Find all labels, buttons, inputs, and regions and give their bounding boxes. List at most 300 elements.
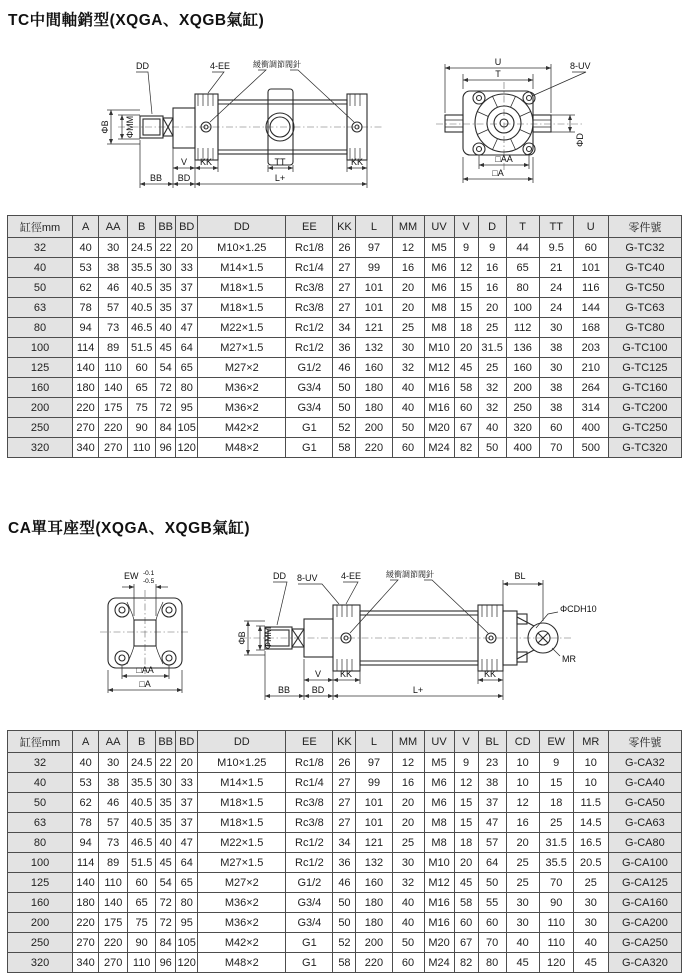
dimension-cell: 25 xyxy=(506,853,539,873)
dimension-cell: 75 xyxy=(128,398,156,418)
dimension-cell: 30 xyxy=(506,913,539,933)
dimension-cell: 112 xyxy=(506,318,539,338)
dimension-cell: 16 xyxy=(478,258,506,278)
dimension-cell: 64 xyxy=(176,853,198,873)
dimension-cell: M6 xyxy=(424,773,454,793)
dimension-cell: Rc3/8 xyxy=(286,793,333,813)
dim-label-sq-a: □A xyxy=(139,679,151,689)
bore-size-cell: 200 xyxy=(8,913,73,933)
dimension-cell: 40 xyxy=(156,833,176,853)
dimension-cell: 20 xyxy=(392,793,424,813)
bore-size-cell: 80 xyxy=(8,318,73,338)
bore-size-cell: 125 xyxy=(8,358,73,378)
dim-label-dd: DD xyxy=(136,61,149,71)
dimension-cell: 180 xyxy=(356,893,392,913)
dimension-cell: 72 xyxy=(156,398,176,418)
dimension-cell: 51.5 xyxy=(128,338,156,358)
dimension-cell: 120 xyxy=(176,953,198,973)
dimension-cell: 120 xyxy=(539,953,573,973)
column-header: DD xyxy=(198,731,286,753)
dimension-cell: 50 xyxy=(478,438,506,458)
dimension-cell: 40 xyxy=(392,378,424,398)
dimension-cell: 16 xyxy=(506,813,539,833)
dimension-cell: 50 xyxy=(392,418,424,438)
dimension-cell: 40 xyxy=(156,318,176,338)
column-header: A xyxy=(73,731,99,753)
dimension-cell: 52 xyxy=(333,933,356,953)
part-number-cell: G-CA200 xyxy=(608,913,681,933)
dimension-cell: 34 xyxy=(333,318,356,338)
dimension-cell: M27×2 xyxy=(198,358,286,378)
dimension-cell: 270 xyxy=(99,438,128,458)
column-header: L xyxy=(356,216,392,238)
table-row xyxy=(8,418,682,438)
dimension-cell: 35.5 xyxy=(539,853,573,873)
bore-size-cell: 32 xyxy=(8,238,73,258)
dimension-cell: 27 xyxy=(333,298,356,318)
dim-label-u: U xyxy=(494,57,502,67)
dimension-cell: 25 xyxy=(392,833,424,853)
column-header: D xyxy=(478,216,506,238)
dimension-cell: 23 xyxy=(478,753,506,773)
dimension-cell: 30 xyxy=(99,753,128,773)
dimension-cell: 99 xyxy=(356,773,392,793)
ca-drawings xyxy=(88,566,684,716)
dimension-cell: 45 xyxy=(506,953,539,973)
bore-size-cell: 63 xyxy=(8,813,73,833)
dimension-cell: Rc1/4 xyxy=(286,258,333,278)
dimension-cell: 15 xyxy=(454,298,478,318)
column-header: DD xyxy=(198,216,286,238)
dimension-cell: 51.5 xyxy=(128,853,156,873)
column-header: B xyxy=(128,731,156,753)
dimension-cell: 64 xyxy=(176,338,198,358)
dim-label-kk-left: KK xyxy=(339,669,353,679)
dimension-cell: 220 xyxy=(99,933,128,953)
dimension-cell: M36×2 xyxy=(198,378,286,398)
dimension-cell: 45 xyxy=(573,953,608,973)
dimension-cell: 9 xyxy=(454,238,478,258)
dimension-cell: 30 xyxy=(392,338,424,358)
dimension-cell: 15 xyxy=(539,773,573,793)
dimension-cell: 26 xyxy=(333,753,356,773)
dimension-cell: 144 xyxy=(573,298,608,318)
dimension-cell: 32 xyxy=(392,358,424,378)
dimension-cell: Rc1/2 xyxy=(286,318,333,338)
dimension-cell: 220 xyxy=(73,913,99,933)
dimension-cell: 60 xyxy=(128,358,156,378)
dimension-cell: 20 xyxy=(392,813,424,833)
column-header: EE xyxy=(286,731,333,753)
dimension-cell: 34 xyxy=(333,833,356,853)
dim-label-mr: MR xyxy=(562,654,576,664)
dimension-cell: M10 xyxy=(424,338,454,358)
dimension-cell: 27 xyxy=(333,258,356,278)
dimension-cell: 46 xyxy=(99,793,128,813)
table-row xyxy=(8,793,682,813)
dimension-cell: 94 xyxy=(73,833,99,853)
dimension-cell: 80 xyxy=(176,378,198,398)
table-header-row xyxy=(8,731,682,753)
dimension-cell: M42×2 xyxy=(198,418,286,438)
dimension-cell: 46.5 xyxy=(128,833,156,853)
dimension-cell: M10×1.25 xyxy=(198,753,286,773)
dimension-cell: 30 xyxy=(573,893,608,913)
dimension-cell: 180 xyxy=(356,378,392,398)
dimension-cell: 35 xyxy=(156,298,176,318)
dimension-cell: 57 xyxy=(99,813,128,833)
ca-end-view-drawing xyxy=(88,566,200,716)
dimension-cell: 340 xyxy=(73,438,99,458)
dimension-cell: M16 xyxy=(424,398,454,418)
dim-label-bd: BD xyxy=(177,173,191,183)
dimension-cell: 101 xyxy=(356,793,392,813)
dimension-cell: 200 xyxy=(506,378,539,398)
dimension-cell: 46 xyxy=(333,873,356,893)
dimension-cell: 60 xyxy=(454,398,478,418)
dimension-cell: 16 xyxy=(392,258,424,278)
dimension-cell: M16 xyxy=(424,913,454,933)
bore-size-cell: 50 xyxy=(8,278,73,298)
table-row xyxy=(8,913,682,933)
dimension-cell: 89 xyxy=(99,853,128,873)
dimension-cell: 30 xyxy=(156,258,176,278)
bore-size-cell: 100 xyxy=(8,338,73,358)
dimension-cell: 20 xyxy=(454,853,478,873)
dim-label-8uv: 8-UV xyxy=(297,573,318,583)
dimension-cell: M14×1.5 xyxy=(198,773,286,793)
dimension-cell: 90 xyxy=(128,933,156,953)
dimension-cell: 30 xyxy=(539,358,573,378)
dimension-cell: M36×2 xyxy=(198,893,286,913)
dimension-cell: 64 xyxy=(478,853,506,873)
dimension-cell: 50 xyxy=(333,893,356,913)
column-header: BL xyxy=(478,731,506,753)
dimension-cell: 27 xyxy=(333,813,356,833)
dimension-cell: 110 xyxy=(539,913,573,933)
dimension-cell: Rc3/8 xyxy=(286,278,333,298)
dim-label-ew-upper-tol: -0.1 xyxy=(143,570,155,577)
dimension-cell: 65 xyxy=(176,873,198,893)
dimension-cell: 38 xyxy=(99,258,128,278)
bore-size-cell: 160 xyxy=(8,893,73,913)
dimension-cell: 95 xyxy=(176,398,198,418)
dimension-cell: 84 xyxy=(156,933,176,953)
dimension-cell: 15 xyxy=(454,793,478,813)
dimension-cell: 16 xyxy=(392,773,424,793)
bore-size-cell: 200 xyxy=(8,398,73,418)
dimension-cell: 24.5 xyxy=(128,753,156,773)
dimension-cell: 110 xyxy=(539,933,573,953)
dimension-cell: 175 xyxy=(99,913,128,933)
dim-label-bd: BD xyxy=(311,685,325,695)
table-row xyxy=(8,358,682,378)
column-header: BB xyxy=(156,216,176,238)
dimension-cell: Rc1/2 xyxy=(286,853,333,873)
column-header: B xyxy=(128,216,156,238)
dimension-cell: 78 xyxy=(73,813,99,833)
dimension-cell: 75 xyxy=(128,913,156,933)
dimension-cell: 82 xyxy=(454,438,478,458)
dim-label-v: V xyxy=(180,157,188,167)
dimension-cell: 9.5 xyxy=(539,238,573,258)
dimension-cell: 27 xyxy=(333,278,356,298)
table-row xyxy=(8,438,682,458)
dimension-cell: M18×1.5 xyxy=(198,813,286,833)
dimension-cell: 136 xyxy=(506,338,539,358)
dimension-cell: 44 xyxy=(506,238,539,258)
dimension-cell: 47 xyxy=(176,833,198,853)
dimension-cell: 40.5 xyxy=(128,813,156,833)
dimension-cell: 121 xyxy=(356,318,392,338)
dimension-cell: 40 xyxy=(73,753,99,773)
dim-label-phi-b: ΦB xyxy=(100,120,110,134)
dimension-cell: 20.5 xyxy=(573,853,608,873)
column-header: BD xyxy=(176,731,198,753)
part-number-cell: G-CA160 xyxy=(608,893,681,913)
dimension-cell: 72 xyxy=(156,893,176,913)
part-number-cell: G-TC160 xyxy=(608,378,681,398)
dim-label-phi-mm: ΦMM xyxy=(263,626,273,650)
dimension-cell: 60 xyxy=(539,418,573,438)
dimension-cell: 100 xyxy=(506,298,539,318)
dimension-cell: 65 xyxy=(506,258,539,278)
dimension-cell: 314 xyxy=(573,398,608,418)
dimension-cell: 37 xyxy=(176,278,198,298)
dimension-cell: 30 xyxy=(156,773,176,793)
dimension-cell: M24 xyxy=(424,953,454,973)
dim-label-ew: EW xyxy=(124,571,139,581)
bore-size-cell: 63 xyxy=(8,298,73,318)
dimension-cell: M27×2 xyxy=(198,873,286,893)
dimension-cell: 60 xyxy=(573,238,608,258)
dimension-cell: 320 xyxy=(506,418,539,438)
table-row xyxy=(8,278,682,298)
dimension-cell: 38 xyxy=(539,378,573,398)
dimension-cell: 12 xyxy=(392,238,424,258)
dimension-cell: 500 xyxy=(573,438,608,458)
dim-label-dd: DD xyxy=(273,571,286,581)
dimension-cell: 40 xyxy=(573,933,608,953)
dimension-cell: 53 xyxy=(73,258,99,278)
dimension-cell: M20 xyxy=(424,418,454,438)
dimension-cell: 20 xyxy=(176,238,198,258)
dimension-cell: 37 xyxy=(176,298,198,318)
dimension-cell: M14×1.5 xyxy=(198,258,286,278)
dimension-cell: 121 xyxy=(356,833,392,853)
column-header: BD xyxy=(176,216,198,238)
dimension-cell: 14.5 xyxy=(573,813,608,833)
table-row xyxy=(8,813,682,833)
dimension-cell: 15 xyxy=(454,813,478,833)
dimension-cell: 38 xyxy=(539,398,573,418)
dim-label-bb: BB xyxy=(149,173,163,183)
dimension-cell: 40 xyxy=(392,893,424,913)
column-header: MR xyxy=(573,731,608,753)
dimension-cell: 45 xyxy=(454,358,478,378)
dimension-cell: 10 xyxy=(573,773,608,793)
dimension-cell: 35.5 xyxy=(128,773,156,793)
column-header: UV xyxy=(424,731,454,753)
dimension-cell: 37 xyxy=(176,793,198,813)
dimension-cell: 45 xyxy=(156,338,176,358)
dimension-cell: 110 xyxy=(128,953,156,973)
dimension-cell: 132 xyxy=(356,338,392,358)
dimension-cell: 65 xyxy=(176,358,198,378)
dimension-cell: 105 xyxy=(176,418,198,438)
dim-label-bl: BL xyxy=(514,571,526,581)
dimension-cell: M20 xyxy=(424,933,454,953)
dimension-cell: 20 xyxy=(478,298,506,318)
dimension-cell: 36 xyxy=(333,853,356,873)
dimension-cell: 132 xyxy=(356,853,392,873)
bore-size-cell: 32 xyxy=(8,753,73,773)
dimension-cell: 65 xyxy=(128,378,156,398)
dimension-cell: 73 xyxy=(99,833,128,853)
dimension-cell: 62 xyxy=(73,278,99,298)
dimension-cell: 9 xyxy=(539,753,573,773)
dimension-cell: 47 xyxy=(478,813,506,833)
column-header: U xyxy=(573,216,608,238)
dimension-cell: G1 xyxy=(286,933,333,953)
table-row xyxy=(8,933,682,953)
dimension-cell: 11.5 xyxy=(573,793,608,813)
dimension-cell: 18 xyxy=(539,793,573,813)
dimension-cell: 160 xyxy=(506,358,539,378)
dimension-cell: 32 xyxy=(478,398,506,418)
dimension-cell: 110 xyxy=(99,358,128,378)
dimension-cell: 10 xyxy=(573,753,608,773)
table-row xyxy=(8,318,682,338)
dimension-cell: 120 xyxy=(176,438,198,458)
cushion-needle-label: 緩衝調節閥針 xyxy=(253,60,301,69)
dimension-cell: 60 xyxy=(478,913,506,933)
dimension-cell: 180 xyxy=(73,378,99,398)
dimension-cell: 30 xyxy=(573,913,608,933)
dimension-cell: 180 xyxy=(356,913,392,933)
dimension-cell: M8 xyxy=(424,298,454,318)
dimension-cell: 20 xyxy=(454,338,478,358)
dimension-cell: 32 xyxy=(392,873,424,893)
dimension-cell: 35.5 xyxy=(128,258,156,278)
dimension-cell: 9 xyxy=(478,238,506,258)
dimension-cell: M6 xyxy=(424,793,454,813)
dimension-cell: 45 xyxy=(454,873,478,893)
dimension-cell: M42×2 xyxy=(198,933,286,953)
dimension-cell: 37 xyxy=(478,793,506,813)
dimension-cell: 58 xyxy=(454,893,478,913)
dim-label-sq-aa: □AA xyxy=(495,154,513,164)
dimension-cell: G1/2 xyxy=(286,873,333,893)
column-header: V xyxy=(454,216,478,238)
dim-label-kk-left: KK xyxy=(199,157,213,167)
column-header: T xyxy=(506,216,539,238)
part-number-cell: G-CA40 xyxy=(608,773,681,793)
dimension-cell: 80 xyxy=(506,278,539,298)
column-header: EW xyxy=(539,731,573,753)
dimension-cell: 72 xyxy=(156,913,176,933)
dimension-cell: 96 xyxy=(156,438,176,458)
section-tc xyxy=(0,0,684,458)
bore-size-cell: 80 xyxy=(8,833,73,853)
dimension-cell: 105 xyxy=(176,933,198,953)
dimension-cell: M16 xyxy=(424,893,454,913)
section-ca-title: CA單耳座型(XQGA、XQGB氣缸) xyxy=(8,520,251,537)
dimension-cell: G1/2 xyxy=(286,358,333,378)
dimension-cell: 168 xyxy=(573,318,608,338)
dimension-cell: 114 xyxy=(73,338,99,358)
dimension-cell: 40.5 xyxy=(128,278,156,298)
column-header: A xyxy=(73,216,99,238)
bore-size-cell: 125 xyxy=(8,873,73,893)
dimension-cell: M16 xyxy=(424,378,454,398)
column-header: AA xyxy=(99,216,128,238)
tc-dimension-table xyxy=(7,215,682,458)
table-row xyxy=(8,873,682,893)
dimension-cell: M48×2 xyxy=(198,438,286,458)
dimension-cell: 220 xyxy=(99,418,128,438)
dim-label-l: L+ xyxy=(274,173,286,183)
section-ca xyxy=(0,508,684,973)
dimension-cell: 46 xyxy=(333,358,356,378)
part-number-cell: G-CA250 xyxy=(608,933,681,953)
dimension-cell: 46 xyxy=(99,278,128,298)
bore-size-cell: 40 xyxy=(8,258,73,278)
section-tc-title: TC中間軸銷型(XQGA、XQGB氣缸) xyxy=(8,12,265,29)
table-row xyxy=(8,853,682,873)
dimension-cell: 30 xyxy=(539,318,573,338)
dimension-cell: M8 xyxy=(424,813,454,833)
dimension-cell: 40.5 xyxy=(128,793,156,813)
dimension-cell: 101 xyxy=(356,278,392,298)
table-row xyxy=(8,238,682,258)
dimension-cell: 24 xyxy=(539,298,573,318)
dimension-cell: 82 xyxy=(454,953,478,973)
part-number-cell: G-TC50 xyxy=(608,278,681,298)
dimension-cell: M48×2 xyxy=(198,953,286,973)
dimension-cell: 62 xyxy=(73,793,99,813)
dimension-cell: 264 xyxy=(573,378,608,398)
dimension-cell: 220 xyxy=(356,438,392,458)
dimension-cell: 47 xyxy=(176,318,198,338)
ca-side-view-drawing xyxy=(200,566,684,716)
dimension-cell: 12 xyxy=(392,753,424,773)
part-number-cell: G-CA32 xyxy=(608,753,681,773)
dimension-cell: 78 xyxy=(73,298,99,318)
dimension-cell: 53 xyxy=(73,773,99,793)
table-row xyxy=(8,953,682,973)
dimension-cell: Rc1/8 xyxy=(286,753,333,773)
table-row xyxy=(8,833,682,853)
dimension-cell: G1 xyxy=(286,438,333,458)
dimension-cell: 250 xyxy=(506,398,539,418)
dimension-cell: 24 xyxy=(539,278,573,298)
ca-dimension-table xyxy=(7,730,682,973)
dimension-cell: M18×1.5 xyxy=(198,278,286,298)
bore-size-cell: 50 xyxy=(8,793,73,813)
dimension-cell: 270 xyxy=(99,953,128,973)
column-header: L xyxy=(356,731,392,753)
dimension-cell: M36×2 xyxy=(198,913,286,933)
dimension-cell: 12 xyxy=(454,258,478,278)
dimension-cell: 31.5 xyxy=(539,833,573,853)
dimension-cell: 140 xyxy=(99,378,128,398)
dimension-cell: 84 xyxy=(156,418,176,438)
dimension-cell: 52 xyxy=(333,418,356,438)
dim-label-bb: BB xyxy=(277,685,291,695)
dimension-cell: Rc1/4 xyxy=(286,773,333,793)
dimension-cell: 54 xyxy=(156,358,176,378)
